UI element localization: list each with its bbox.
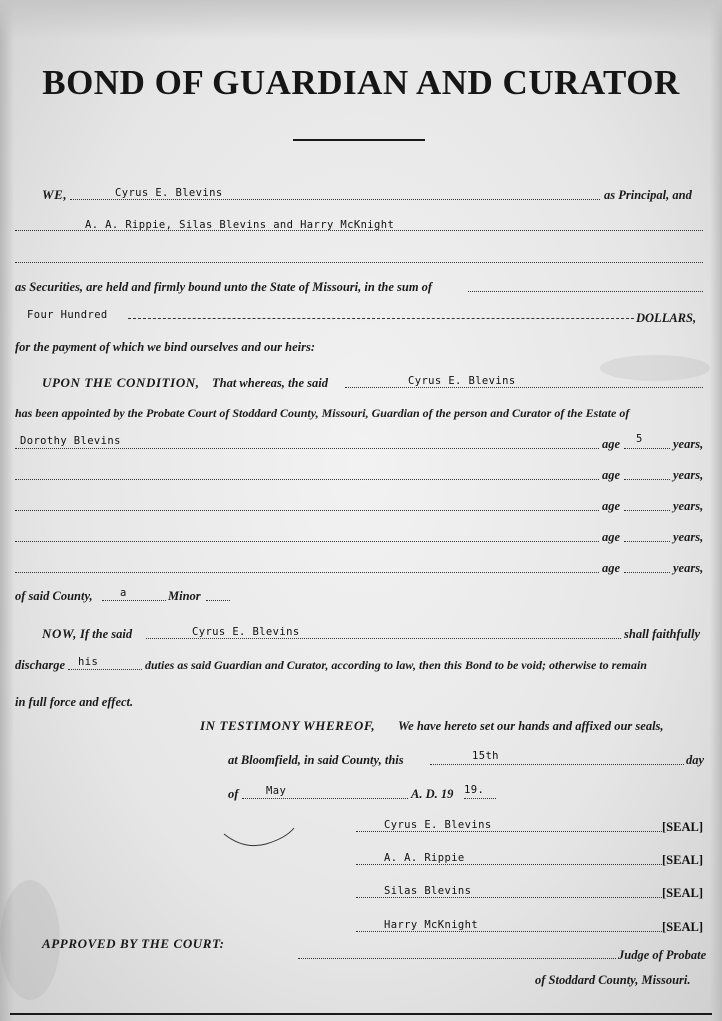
age-underline <box>624 479 670 480</box>
ward-name: Dorothy Blevins <box>20 435 121 447</box>
sum-underline-1 <box>468 291 703 292</box>
minor-label: Minor <box>168 589 201 603</box>
as-principal-label: as Principal, and <box>604 188 692 202</box>
age-label: age <box>602 499 621 513</box>
duties-text: duties as said Guardian and Curator, according to law, then this Bond to be void; otherwise to remain <box>145 658 647 672</box>
age-underline <box>624 541 670 542</box>
age-label: age <box>602 437 621 451</box>
appointed-text: has been appointed by the Probate Court of Stoddard County, Missouri, Guardian of the person and Curator of the Estate of <box>15 406 630 420</box>
faithfully-label: shall faithfully <box>624 627 701 641</box>
years-label: years, <box>673 530 704 544</box>
securities-blank-line <box>15 262 703 263</box>
ward-name-underline <box>15 448 599 449</box>
scan-edge-left <box>0 0 14 1021</box>
pen-stroke-mark <box>222 826 298 852</box>
county-text: of said County, <box>15 589 93 603</box>
sum-dash-fill <box>128 318 634 319</box>
year-underline <box>464 798 496 799</box>
we-label: WE, <box>42 187 68 202</box>
years-label: years, <box>673 437 704 451</box>
county-label: of Stoddard County, Missouri. <box>535 973 691 987</box>
age-underline <box>624 572 670 573</box>
age-label: age <box>602 468 621 482</box>
principal-name: Cyrus E. Blevins <box>115 187 223 199</box>
seal-label: [SEAL] <box>662 820 703 834</box>
ward-name-underline <box>15 541 599 542</box>
testimony-lead: IN TESTIMONY WHEREOF, <box>200 718 376 733</box>
seal-label: [SEAL] <box>662 920 703 934</box>
minor-trailing-dots <box>206 600 230 601</box>
condition-text: That whereas, the said <box>212 376 328 390</box>
condition-name-underline <box>345 387 703 388</box>
title-underline <box>293 139 425 141</box>
ad-label: A. D. 19 <box>411 787 454 801</box>
scan-edge-top <box>0 0 722 40</box>
seal-label: [SEAL] <box>662 886 703 900</box>
payment-text: for the payment of which we bind ourselves and our heirs: <box>15 340 316 354</box>
month: May <box>266 785 287 797</box>
ward-age: 5 <box>636 433 643 445</box>
of-label: of <box>228 787 239 801</box>
securities-text: as Securities, are held and firmly bound unto the State of Missouri, in the sum of <box>15 280 433 294</box>
now-lead: NOW, <box>42 626 78 641</box>
document-title: BOND OF GUARDIAN AND CURATOR <box>42 63 680 102</box>
day-label: day <box>686 753 705 767</box>
discharge-label: discharge <box>15 658 65 672</box>
day-underline <box>430 764 684 765</box>
sum-amount: Four Hundred <box>27 309 108 321</box>
scan-smudge <box>600 355 710 381</box>
signature-name: Harry McKnight <box>384 919 479 931</box>
signature-name: Cyrus E. Blevins <box>384 819 492 831</box>
judge-label: Judge of Probate <box>618 948 707 962</box>
minor-article: a <box>120 587 127 599</box>
month-underline <box>242 798 408 799</box>
seal-label: [SEAL] <box>662 853 703 867</box>
testimony-text: We have hereto set our hands and affixed our seals, <box>398 719 664 733</box>
pronoun-underline <box>68 669 142 670</box>
bottom-border <box>10 1013 712 1015</box>
age-label: age <box>602 561 621 575</box>
ward-name-underline <box>15 510 599 511</box>
place-text: at Bloomfield, in said County, this <box>228 753 404 767</box>
day-value: 15th <box>472 750 499 762</box>
age-underline <box>624 510 670 511</box>
now-text: If the said <box>80 627 133 641</box>
scan-edge-right <box>710 0 722 1021</box>
years-label: years, <box>673 561 704 575</box>
dollars-label: DOLLARS, <box>636 311 697 325</box>
condition-name: Cyrus E. Blevins <box>408 375 516 387</box>
pronoun: his <box>78 656 99 668</box>
minor-article-underline <box>102 600 166 601</box>
age-underline <box>624 448 670 449</box>
age-label: age <box>602 530 621 544</box>
years-label: years, <box>673 468 704 482</box>
approved-label: APPROVED BY THE COURT: <box>42 936 225 951</box>
signature-name: Silas Blevins <box>384 885 472 897</box>
year-suffix: 19. <box>464 784 485 796</box>
ward-name-underline <box>15 479 599 480</box>
judge-signature-line <box>298 958 616 959</box>
condition-lead: UPON THE CONDITION, <box>42 375 200 390</box>
years-label: years, <box>673 499 704 513</box>
ward-name-underline <box>15 572 599 573</box>
securities-names: A. A. Rippie, Silas Blevins and Harry McKnight <box>85 219 395 231</box>
now-name: Cyrus E. Blevins <box>192 626 300 638</box>
force-text: in full force and effect. <box>15 695 134 709</box>
signature-name: A. A. Rippie <box>384 852 465 864</box>
